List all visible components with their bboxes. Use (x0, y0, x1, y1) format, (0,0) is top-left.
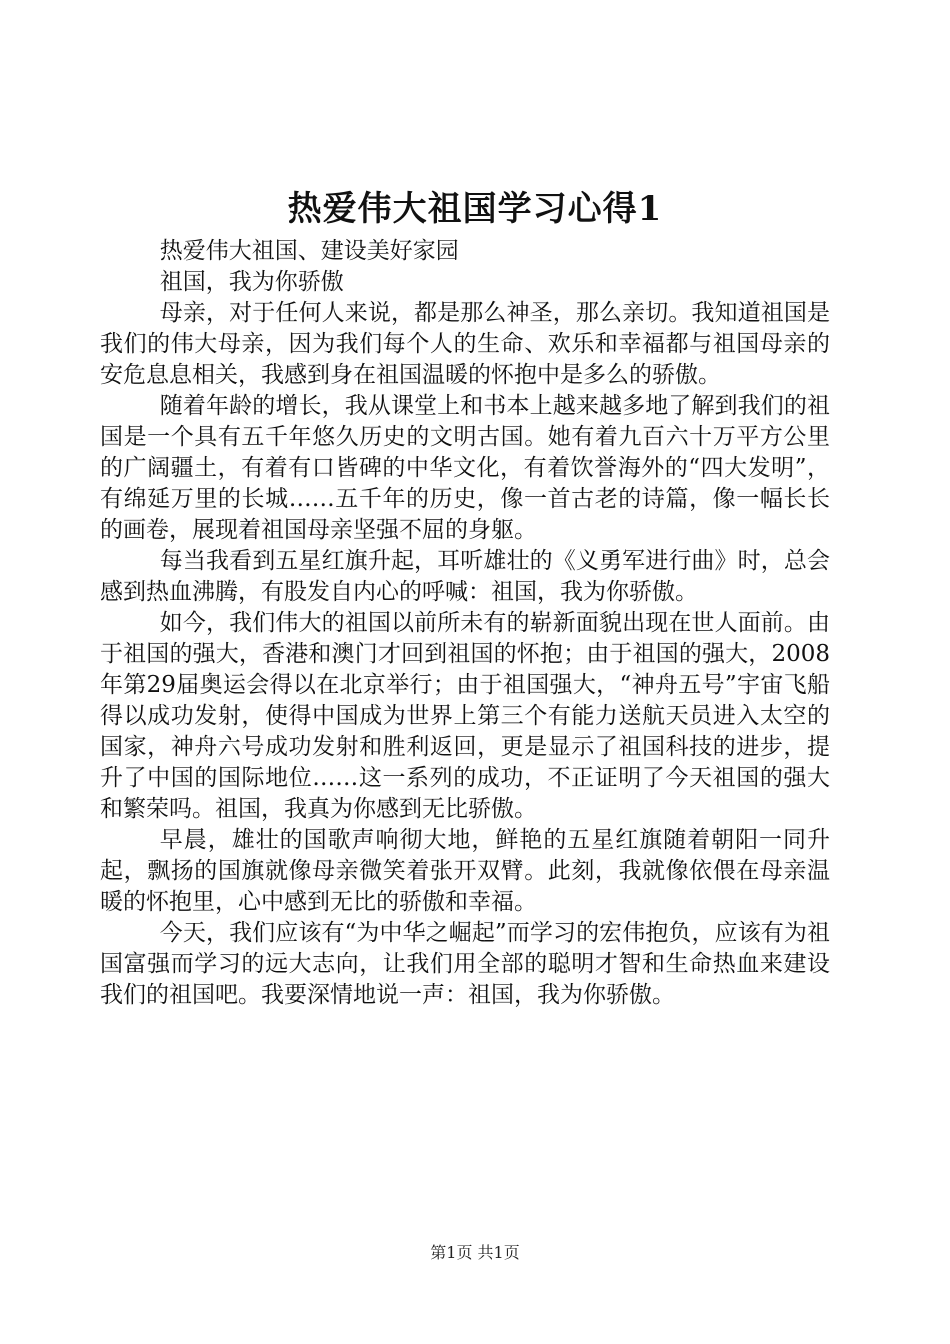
subtitle-paragraph: 祖国，我为你骄傲 (159, 269, 344, 295)
body-paragraph: 如今，我们伟大的祖国以前所未有的崭新面貌出现在世人面前。由于祖国的强大，香港和澳门才回到祖国的怀抱；由于祖国的强大，2008年第29届奥运会得以在北京举行；由于祖国强大，“神舟五号”宇宙飞船得以成功发射，使得中国成为世界上第三个有能力送航天员进入太空的国家，神舟六号成功发射和胜利返回，更是显示了祖国科技的进步，提升了中国的国际地位……这一系列的成功，不正证明了今天祖国的强大和繁荣吗。祖国，我真为你感到无比骄傲。 (100, 610, 830, 822)
subtitle-paragraph: 热爱伟大祖国、建设美好家园 (159, 238, 459, 264)
body-paragraph: 母亲，对于任何人来说，都是那么神圣，那么亲切。我知道祖国是我们的伟大母亲，因为我们每个人的生命、欢乐和幸福都与祖国母亲的安危息息相关，我感到身在祖国温暖的怀抱中是多么的骄傲。 (100, 300, 830, 388)
body-paragraph: 随着年龄的增长，我从课堂上和书本上越来越多地了解到我们的祖国是一个具有五千年悠久历史的文明古国。她有着九百六十万平方公里的广阔疆土，有着有口皆碑的中华文化，有着饮誉海外的“四大发明”，有绵延万里的长城……五千年的历史，像一首古老的诗篇，像一幅长长的画卷，展现着祖国母亲坚强不屈的身躯。 (100, 393, 830, 543)
body-paragraph: 每当我看到五星红旗升起，耳听雄壮的《义勇军进行曲》时，总会感到热血沸腾，有股发自内心的呼喊：祖国，我为你骄傲。 (100, 548, 830, 605)
document-title: 热爱伟大祖国学习心得1 (287, 189, 663, 229)
body-paragraph: 今天，我们应该有“为中华之崛起”而学习的宏伟抱负，应该有为祖国富强而学习的远大志向，让我们用全部的聪明才智和生命热血来建设我们的祖国吧。我要深情地说一声：祖国，我为你骄傲。 (100, 920, 830, 1008)
document-body (100, 236, 830, 1011)
body-paragraph: 早晨，雄壮的国歌声响彻大地，鲜艳的五星红旗随着朝阳一同升起，飘扬的国旗就像母亲微笑着张开双臂。此刻，我就像依偎在母亲温暖的怀抱里，心中感到无比的骄傲和幸福。 (100, 827, 830, 915)
page-number-footer: 第1页 共1页 (430, 1243, 520, 1262)
